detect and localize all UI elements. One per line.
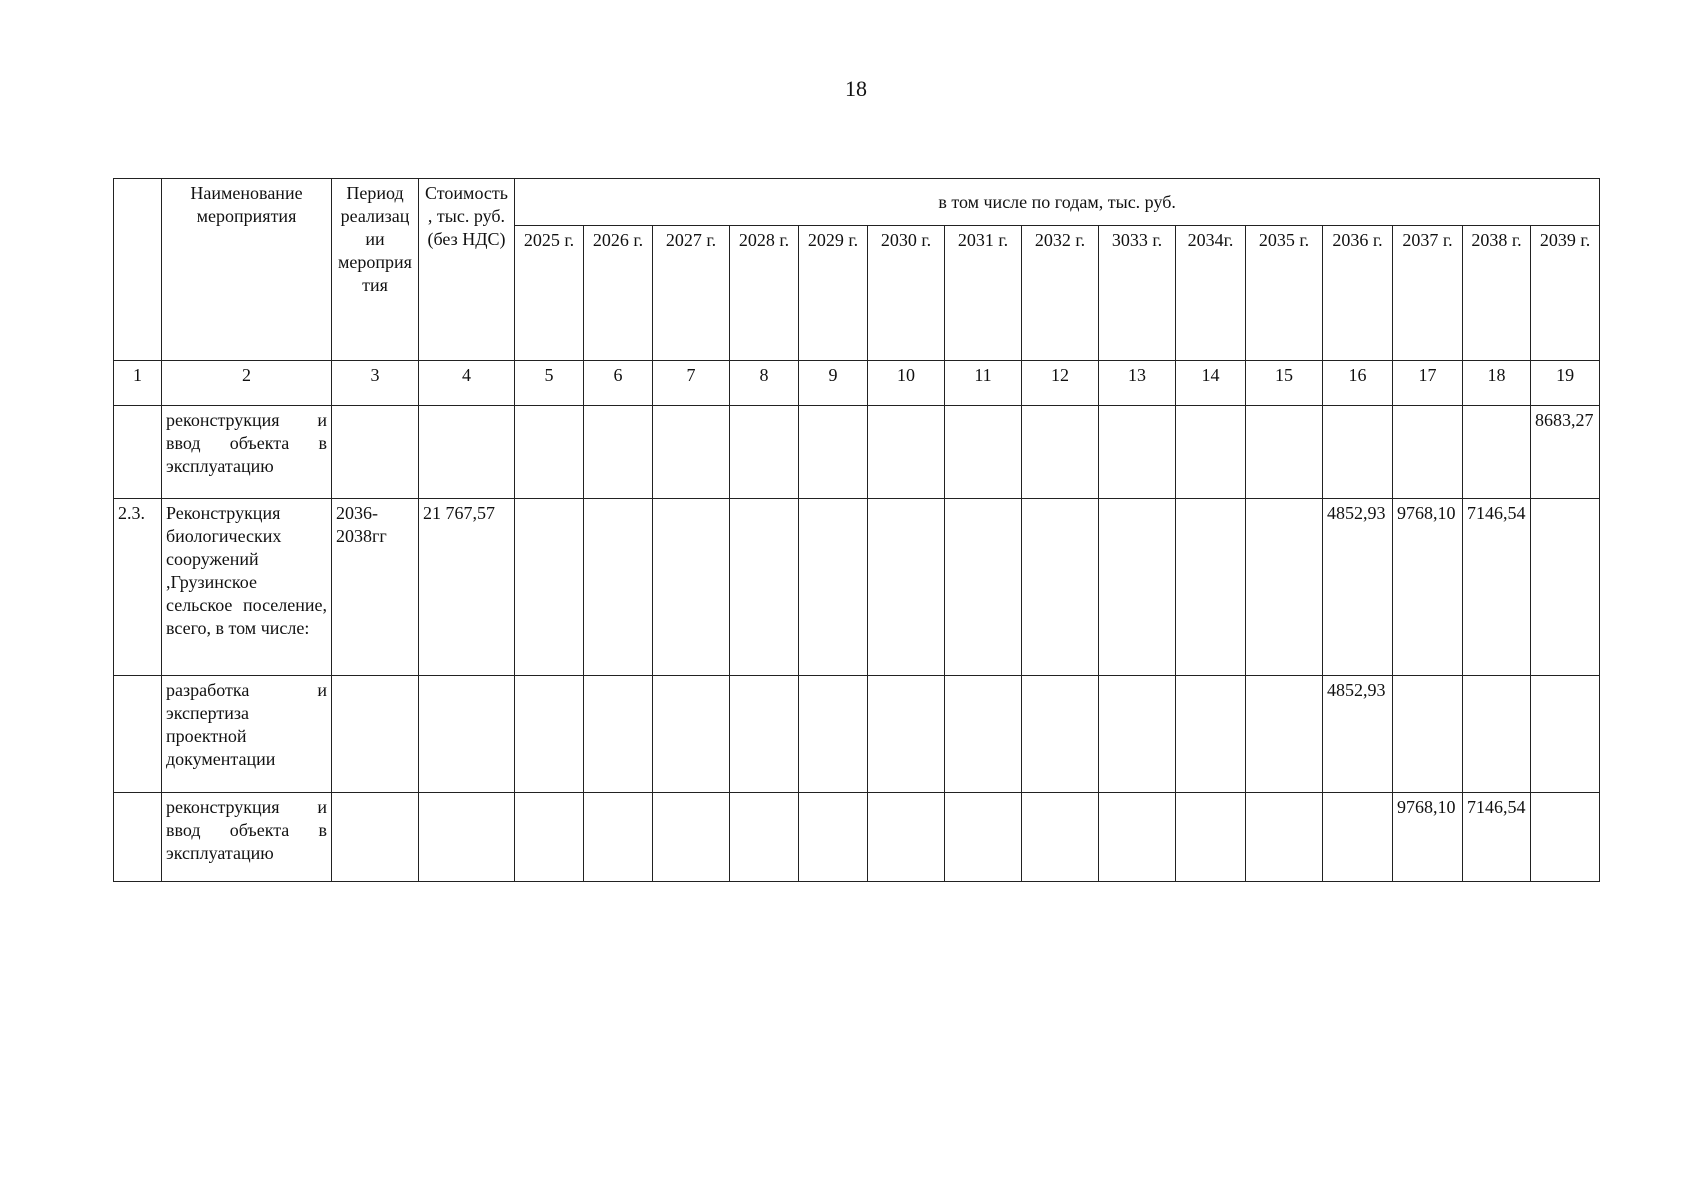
column-number: 6 [584, 361, 653, 406]
row-number: 2.3. [114, 499, 162, 676]
header-year: 2029 г. [799, 226, 868, 361]
year-value: 4852,93 [1323, 676, 1393, 793]
header-year: 2025 г. [515, 226, 584, 361]
year-value [1099, 499, 1176, 676]
header-cell-cost: Стоимость, тыс. руб. (без НДС) [419, 179, 515, 361]
row-period [332, 793, 419, 882]
column-number: 16 [1323, 361, 1393, 406]
header-year: 2039 г. [1531, 226, 1600, 361]
header-year: 2032 г. [1022, 226, 1099, 361]
year-value [1393, 406, 1463, 499]
header-year: 2035 г. [1246, 226, 1323, 361]
year-value: 8683,27 [1531, 406, 1600, 499]
year-value [1176, 793, 1246, 882]
year-value [868, 406, 945, 499]
column-number: 11 [945, 361, 1022, 406]
column-number: 10 [868, 361, 945, 406]
year-value [653, 676, 730, 793]
year-value [1176, 499, 1246, 676]
year-value: 4852,93 [1323, 499, 1393, 676]
page-number: 18 [845, 76, 867, 101]
row-cost [419, 676, 515, 793]
header-cell-name: Наименование мероприятия [162, 179, 332, 361]
header-year: 3033 г. [1099, 226, 1176, 361]
row-period: 2036-2038гг [332, 499, 419, 676]
header-year: 2027 г. [653, 226, 730, 361]
year-value [730, 499, 799, 676]
header-cell-number [114, 179, 162, 361]
row-name: реконструкция и ввод объекта в эксплуатацию [162, 793, 332, 882]
year-value [945, 406, 1022, 499]
year-value [1531, 793, 1600, 882]
header-year: 2028 г. [730, 226, 799, 361]
year-value [584, 406, 653, 499]
year-value [730, 676, 799, 793]
year-value [1099, 406, 1176, 499]
year-value [653, 499, 730, 676]
year-value [730, 793, 799, 882]
column-number: 12 [1022, 361, 1099, 406]
year-value [1246, 499, 1323, 676]
column-number: 19 [1531, 361, 1600, 406]
year-value [1246, 406, 1323, 499]
header-year: 2034г. [1176, 226, 1246, 361]
year-value [653, 793, 730, 882]
column-number: 18 [1463, 361, 1531, 406]
row-number [114, 406, 162, 499]
row-name: разработка и экспертиза проектной документации [162, 676, 332, 793]
header-cell-period: Период реализации мероприятия [332, 179, 419, 361]
year-value [868, 793, 945, 882]
column-number: 1 [114, 361, 162, 406]
header-year: 2030 г. [868, 226, 945, 361]
year-value [1531, 499, 1600, 676]
year-value [584, 676, 653, 793]
row-number [114, 793, 162, 882]
table-row [114, 793, 1600, 882]
year-value [1393, 676, 1463, 793]
table-row [114, 676, 1600, 793]
year-value [799, 793, 868, 882]
year-value [1463, 676, 1531, 793]
year-value [1022, 406, 1099, 499]
year-value [868, 499, 945, 676]
column-number: 7 [653, 361, 730, 406]
year-value [1176, 676, 1246, 793]
year-value [730, 406, 799, 499]
header-year: 2037 г. [1393, 226, 1463, 361]
column-number: 15 [1246, 361, 1323, 406]
year-value [1323, 793, 1393, 882]
row-cost [419, 793, 515, 882]
year-value [945, 793, 1022, 882]
column-number: 5 [515, 361, 584, 406]
row-cost [419, 406, 515, 499]
column-number: 4 [419, 361, 515, 406]
year-value [799, 406, 868, 499]
row-period [332, 676, 419, 793]
year-value [515, 499, 584, 676]
header-cell-years-title: в том числе по годам, тыс. руб. [515, 179, 1600, 226]
year-value [1246, 676, 1323, 793]
row-period [332, 406, 419, 499]
year-value [653, 406, 730, 499]
year-value [515, 676, 584, 793]
year-value [1022, 499, 1099, 676]
column-number: 9 [799, 361, 868, 406]
year-value [584, 499, 653, 676]
year-value [1022, 793, 1099, 882]
column-number: 3 [332, 361, 419, 406]
header-year: 2031 г. [945, 226, 1022, 361]
header-year: 2036 г. [1323, 226, 1393, 361]
year-value: 7146,54 [1463, 499, 1531, 676]
table-row [114, 406, 1600, 499]
year-value [1246, 793, 1323, 882]
year-value [1099, 676, 1176, 793]
year-value [1531, 676, 1600, 793]
column-number: 8 [730, 361, 799, 406]
year-value [1176, 406, 1246, 499]
column-number: 14 [1176, 361, 1246, 406]
year-value [945, 676, 1022, 793]
year-value [799, 499, 868, 676]
year-value [515, 793, 584, 882]
year-value: 9768,10 [1393, 499, 1463, 676]
year-value: 9768,10 [1393, 793, 1463, 882]
table-row [114, 499, 1600, 676]
header-year: 2038 г. [1463, 226, 1531, 361]
row-number [114, 676, 162, 793]
year-value [799, 676, 868, 793]
row-name: Реконструкция биологических сооружений ,Грузинское сельское поселение, всего, в том числе: [162, 499, 332, 676]
year-value [1022, 676, 1099, 793]
year-value [584, 793, 653, 882]
year-value [1323, 406, 1393, 499]
header-year: 2026 г. [584, 226, 653, 361]
row-name: реконструкция и ввод объекта в эксплуатацию [162, 406, 332, 499]
column-number: 13 [1099, 361, 1176, 406]
year-value: 7146,54 [1463, 793, 1531, 882]
column-number: 17 [1393, 361, 1463, 406]
budget-table [113, 178, 1600, 882]
year-value [1463, 406, 1531, 499]
year-value [945, 499, 1022, 676]
row-cost: 21 767,57 [419, 499, 515, 676]
year-value [1099, 793, 1176, 882]
year-value [868, 676, 945, 793]
year-value [515, 406, 584, 499]
column-number: 2 [162, 361, 332, 406]
